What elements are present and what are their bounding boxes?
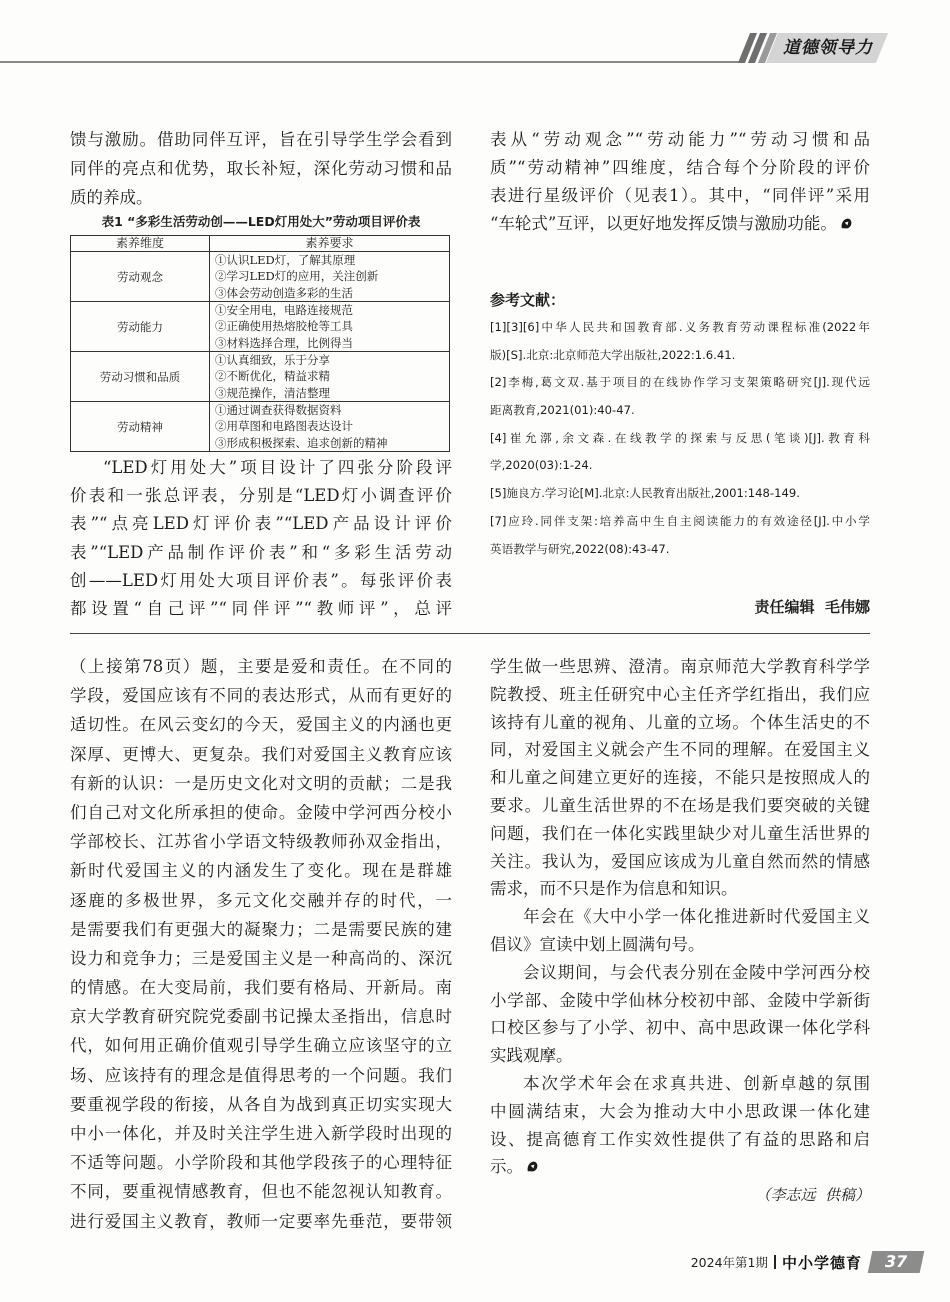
upper-left-body-text: [70, 454, 452, 623]
text-line: [490, 154, 870, 182]
table-row: [71, 352, 450, 402]
line-text: 不同，要重视情感教育，但也不能忽视认知教育。: [70, 1182, 452, 1202]
text-line: [70, 567, 452, 595]
line-text: 年会在《大中小学一体化推进新时代爱国主义: [523, 907, 870, 927]
text-line: [70, 595, 452, 623]
text-line: [70, 886, 452, 915]
text-line: [490, 820, 870, 848]
lower-left-body-text: [70, 652, 452, 1236]
requirement-item: ③形成积极探索、追求创新的精神: [215, 435, 388, 450]
text-line: [490, 736, 870, 764]
table-cell-requirements: [210, 252, 450, 302]
text-line: [490, 369, 870, 397]
line-text: 学部校长、江苏省小学语文特级教师孙双金指出，: [70, 832, 452, 852]
text-line: [70, 510, 452, 538]
text-line: [490, 792, 870, 820]
line-text: 适切性。在风云变幻的今天，爱国主义的内涵也更: [70, 715, 452, 735]
table-header-cell: 素养要求: [210, 236, 450, 252]
table-header-cell: 素养维度: [71, 236, 210, 252]
line-text: 同，对爱国主义就会产生不同的理解。在爱国主义: [490, 740, 870, 760]
references-title: 参考文献：: [490, 291, 566, 309]
text-line: [70, 798, 452, 827]
text-line: [70, 482, 452, 510]
requirement-item: ③体会劳动创造多彩的生活: [215, 285, 353, 300]
paragraph: [490, 425, 870, 480]
text-line: [70, 1002, 452, 1031]
text-line: [70, 1119, 452, 1148]
line-text: [4]崔允漷,余文森.在线教学的探索与反思(笔谈)[J].教育科: [490, 430, 870, 445]
upper-right-body-text: [490, 126, 870, 238]
line-text: 倡议》宣读中划上圆满句号。: [490, 934, 705, 954]
line-text: 都设置“自己评”“同伴评”“教师评”，总评: [70, 598, 452, 618]
text-line: [490, 452, 870, 480]
table-cell-requirements: [210, 302, 450, 352]
line-text: 是需要我们有更强大的凝聚力；二是需要民族的建: [70, 919, 452, 939]
line-text: 关注。我认为，爱国应该成为儿童自然而然的情感: [490, 851, 870, 871]
line-text: （上接第78页）题，主要是爱和责任。在不同的: [70, 657, 452, 676]
line-text: 学段，爱国应该有不同的表达形式，从而有更好的: [70, 686, 452, 706]
requirement-item: ①认真细致，乐于分享: [215, 353, 330, 368]
text-line: [70, 915, 452, 944]
page-footer: [691, 1250, 922, 1274]
text-line: [490, 508, 870, 536]
line-text: 质的养成。: [70, 188, 153, 207]
section-title: 道德领导力: [783, 38, 873, 58]
text-line: [70, 856, 452, 885]
line-text: 英语教学与研究,2022(08):43-47.: [490, 541, 670, 556]
requirement-item: ②学习LED灯的应用，关注创新: [215, 269, 379, 284]
paragraph: [490, 1070, 870, 1181]
text-line: [490, 536, 870, 564]
table-cell-dimension: 劳动观念: [71, 252, 210, 302]
line-text: “车轮式”互评，以更好地发挥反馈与激励功能。: [490, 214, 837, 233]
text-line: [70, 769, 452, 798]
line-text: 和儿童之间建立更好的连接，不能只是按照成人的: [490, 768, 870, 788]
requirement-item: ③材料选择合理，比例得当: [215, 335, 353, 350]
table-row: [71, 402, 450, 452]
text-line: [490, 425, 870, 453]
text-line: [490, 681, 870, 709]
paragraph: [490, 959, 870, 1070]
table-head: [71, 236, 450, 252]
header-rule: [0, 61, 742, 63]
line-text: [2]李梅,葛文双.基于项目的在线协作学习支架策略研究[J].现代远: [490, 375, 870, 390]
requirement-item: ①安全用电，电路连接规范: [215, 303, 353, 318]
requirement-item: ②正确使用热熔胶枪等工具: [215, 319, 353, 334]
text-line: [70, 1148, 452, 1177]
line-text: 代，如何用正确价值观引导学生确立应该坚守的立: [70, 1036, 452, 1056]
text-line: [70, 944, 452, 973]
text-line: [490, 314, 870, 342]
line-text: “LED灯用处大”项目设计了四张分阶段评: [103, 458, 452, 477]
text-line: [70, 125, 452, 154]
text-line: [490, 987, 870, 1015]
text-line: [490, 480, 870, 508]
paragraph: [490, 653, 870, 903]
line-text: 小学部、金陵中学仙林分校初中部、金陵中学新街: [490, 990, 870, 1010]
text-line: [490, 709, 870, 737]
line-text: 学,2020(03):1-24.: [490, 458, 593, 473]
footer-separator: [774, 1255, 776, 1269]
line-text: 中小一体化，并及时关注学生进入新学段时出现的: [70, 1124, 452, 1143]
line-text: 同伴的亮点和优势，取长补短，深化劳动习惯和品: [70, 159, 452, 178]
line-text: 们自己对文化所承担的使命。金陵中学河西分校小: [70, 802, 452, 822]
line-text: 表”“点亮LED灯评价表”“LED产品设计评价: [70, 514, 452, 534]
responsible-editor: 责任编辑 毛伟娜: [754, 598, 870, 616]
line-text: 版)[S].北京:北京师范大学出版社,2022:1.6.41.: [490, 347, 736, 362]
line-text: 表”“LED产品制作评价表”和“多彩生活劳动: [70, 542, 452, 562]
evaluation-table: [70, 235, 450, 452]
text-line: [490, 126, 870, 154]
line-text: 质”“劳动精神”四维度，结合每个分阶段的评价: [490, 158, 870, 177]
text-line: [490, 1153, 870, 1181]
text-line: [490, 959, 870, 987]
text-line: [490, 931, 870, 959]
requirement-item: ②不断优化，精益求精: [215, 369, 330, 384]
text-line: [490, 210, 870, 238]
line-text: 需求，而不只是作为信息和知识。: [490, 879, 738, 899]
table-cell-requirements: [210, 402, 450, 452]
line-text: 实践观摩。: [490, 1046, 573, 1066]
table-row: [71, 252, 450, 302]
text-line: [70, 154, 452, 183]
line-text: 口校区参与了小学、初中、高中思政课一体化学科: [490, 1018, 870, 1038]
text-line: [70, 973, 452, 1002]
text-line: [70, 681, 452, 710]
requirement-item: ②用草图和电路图表达设计: [215, 419, 353, 434]
paragraph: [490, 508, 870, 563]
text-line: [70, 539, 452, 567]
paragraph: [490, 314, 870, 369]
text-line: [70, 827, 452, 856]
line-text: 问题，我们在一体化实践里缺少对儿童生活世界的: [490, 823, 870, 843]
text-line: [490, 1070, 870, 1098]
text-line: [490, 653, 870, 681]
requirement-item: ①认识LED灯，了解其原理: [215, 253, 356, 268]
paragraph: [70, 125, 452, 212]
text-line: [490, 1126, 870, 1154]
section-divider: [70, 633, 870, 634]
text-line: [490, 1042, 870, 1070]
table-header-row: [71, 236, 450, 252]
text-line: [70, 652, 452, 681]
text-line: [70, 1207, 452, 1236]
requirement-item: ③规范操作，清洁整理: [215, 385, 330, 400]
line-text: 价表和一张总评表，分别是“LED灯小调查评价: [70, 486, 452, 506]
text-line: [490, 875, 870, 903]
line-text: 有新的认识：一是历史文化对文明的贡献；二是我: [70, 773, 452, 793]
lower-right-body-text: [490, 653, 870, 1181]
text-line: [490, 342, 870, 370]
text-line: [490, 848, 870, 876]
upper-left-intro-text: [70, 125, 452, 212]
paragraph: [70, 454, 452, 623]
line-text: 要求。儿童生活世界的不在场是我们要突破的关键: [490, 795, 870, 815]
line-text: 本次学术年会在求真共进、创新卓越的氛围: [523, 1073, 870, 1093]
paragraph: [490, 126, 870, 238]
table-cell-dimension: 劳动能力: [71, 302, 210, 352]
text-line: [70, 1061, 452, 1090]
paragraph: [490, 480, 870, 508]
text-line: [70, 740, 452, 769]
table-cell-requirements: [210, 352, 450, 402]
line-text: 设力和竞争力；三是爱国主义是一种高尚的、深沉: [70, 948, 452, 968]
paragraph: [490, 903, 870, 959]
table-cell-dimension: 劳动精神: [71, 402, 210, 452]
article-credit: （李志远 供稿）: [755, 1186, 870, 1204]
line-text: 进行爱国主义教育，教师一定要率先垂范，要带领: [70, 1211, 452, 1231]
line-text: 表从“劳动观念”“劳动能力”“劳动习惯和品: [490, 130, 870, 149]
magazine-name: 中小学德育: [781, 1253, 862, 1272]
line-text: 表进行星级评价（见表1）。其中，“同伴评”采用: [490, 186, 870, 205]
line-text: 学生做一些思辨、澄清。南京师范大学教育科学学: [490, 657, 870, 676]
table-row: [71, 302, 450, 352]
line-text: 逐鹿的多极世界，多元文化交融并存的时代，一: [70, 890, 452, 910]
line-text: 深厚、更博大、更复杂。我们对爱国主义教育应该: [70, 744, 452, 764]
line-text: 馈与激励。借助同伴互评，旨在引导学生学会看到: [70, 130, 452, 149]
line-text: 创——LED灯用处大项目评价表”。每张评价表: [70, 570, 452, 590]
text-line: [70, 1177, 452, 1206]
line-text: 院教授、班主任研究中心主任齐学红指出，我们应: [490, 684, 870, 704]
text-line: [70, 454, 452, 482]
table-body: [71, 252, 450, 452]
line-text: [5]施良方.学习论[M].北京:人民教育出版社,2001:148-149.: [490, 486, 800, 501]
line-text: 设、提高德育工作实效性提供了有益的思路和启: [490, 1129, 870, 1149]
line-text: 的情感。在大变局前，我们要有格局、开新局。南: [70, 978, 452, 998]
text-line: [70, 1090, 452, 1119]
text-line: [490, 903, 870, 931]
text-line: [490, 182, 870, 210]
line-text: 会议期间，与会代表分别在金陵中学河西分校: [523, 962, 870, 982]
paragraph: [70, 652, 452, 1236]
text-line: [490, 1098, 870, 1126]
text-line: [70, 710, 452, 739]
table-cell-dimension: 劳动习惯和品质: [71, 352, 210, 402]
line-text: 新时代爱国主义的内涵发生了变化。现在是群雄: [70, 861, 452, 881]
text-line: [490, 397, 870, 425]
line-text: 距离教育,2021(01):40-47.: [490, 403, 635, 418]
line-text: 该持有儿童的视角、儿童的立场。个体生活史的不: [490, 712, 870, 732]
end-mark-icon: [839, 212, 854, 227]
page-number: 37: [868, 1251, 925, 1273]
table-caption: 表1 “多彩生活劳动创——LED灯用处大”劳动项目评价表: [101, 214, 421, 229]
requirement-item: ①通过调查获得数据资料: [215, 403, 342, 418]
line-text: 示。: [490, 1157, 523, 1177]
issue-label: 2024年第1期: [690, 1255, 768, 1270]
line-text: [1][3][6]中华人民共和国教育部.义务教育劳动课程标准(2022年: [490, 320, 870, 334]
line-text: 场、应该持有的理念是值得思考的一个问题。我们: [70, 1065, 452, 1085]
line-text: 京大学教育研究院党委副书记操太圣指出，信息时: [70, 1007, 452, 1027]
text-line: [490, 1014, 870, 1042]
text-line: [70, 1031, 452, 1060]
paragraph: [490, 369, 870, 424]
text-line: [70, 183, 452, 212]
references-list: [490, 314, 870, 563]
line-text: [7]应玲.同伴支架:培养高中生自主阅读能力的有效途径[J].中小学: [490, 513, 870, 528]
end-mark-icon: [525, 1155, 540, 1170]
text-line: [490, 764, 870, 792]
line-text: 中圆满结束，大会为推动大中小思政课一体化建: [490, 1101, 870, 1121]
line-text: 不适等问题。小学阶段和其他学段孩子的心理特征: [70, 1153, 452, 1173]
line-text: 要重视学段的衔接，从各自为战到真正切实实现大: [70, 1094, 452, 1114]
